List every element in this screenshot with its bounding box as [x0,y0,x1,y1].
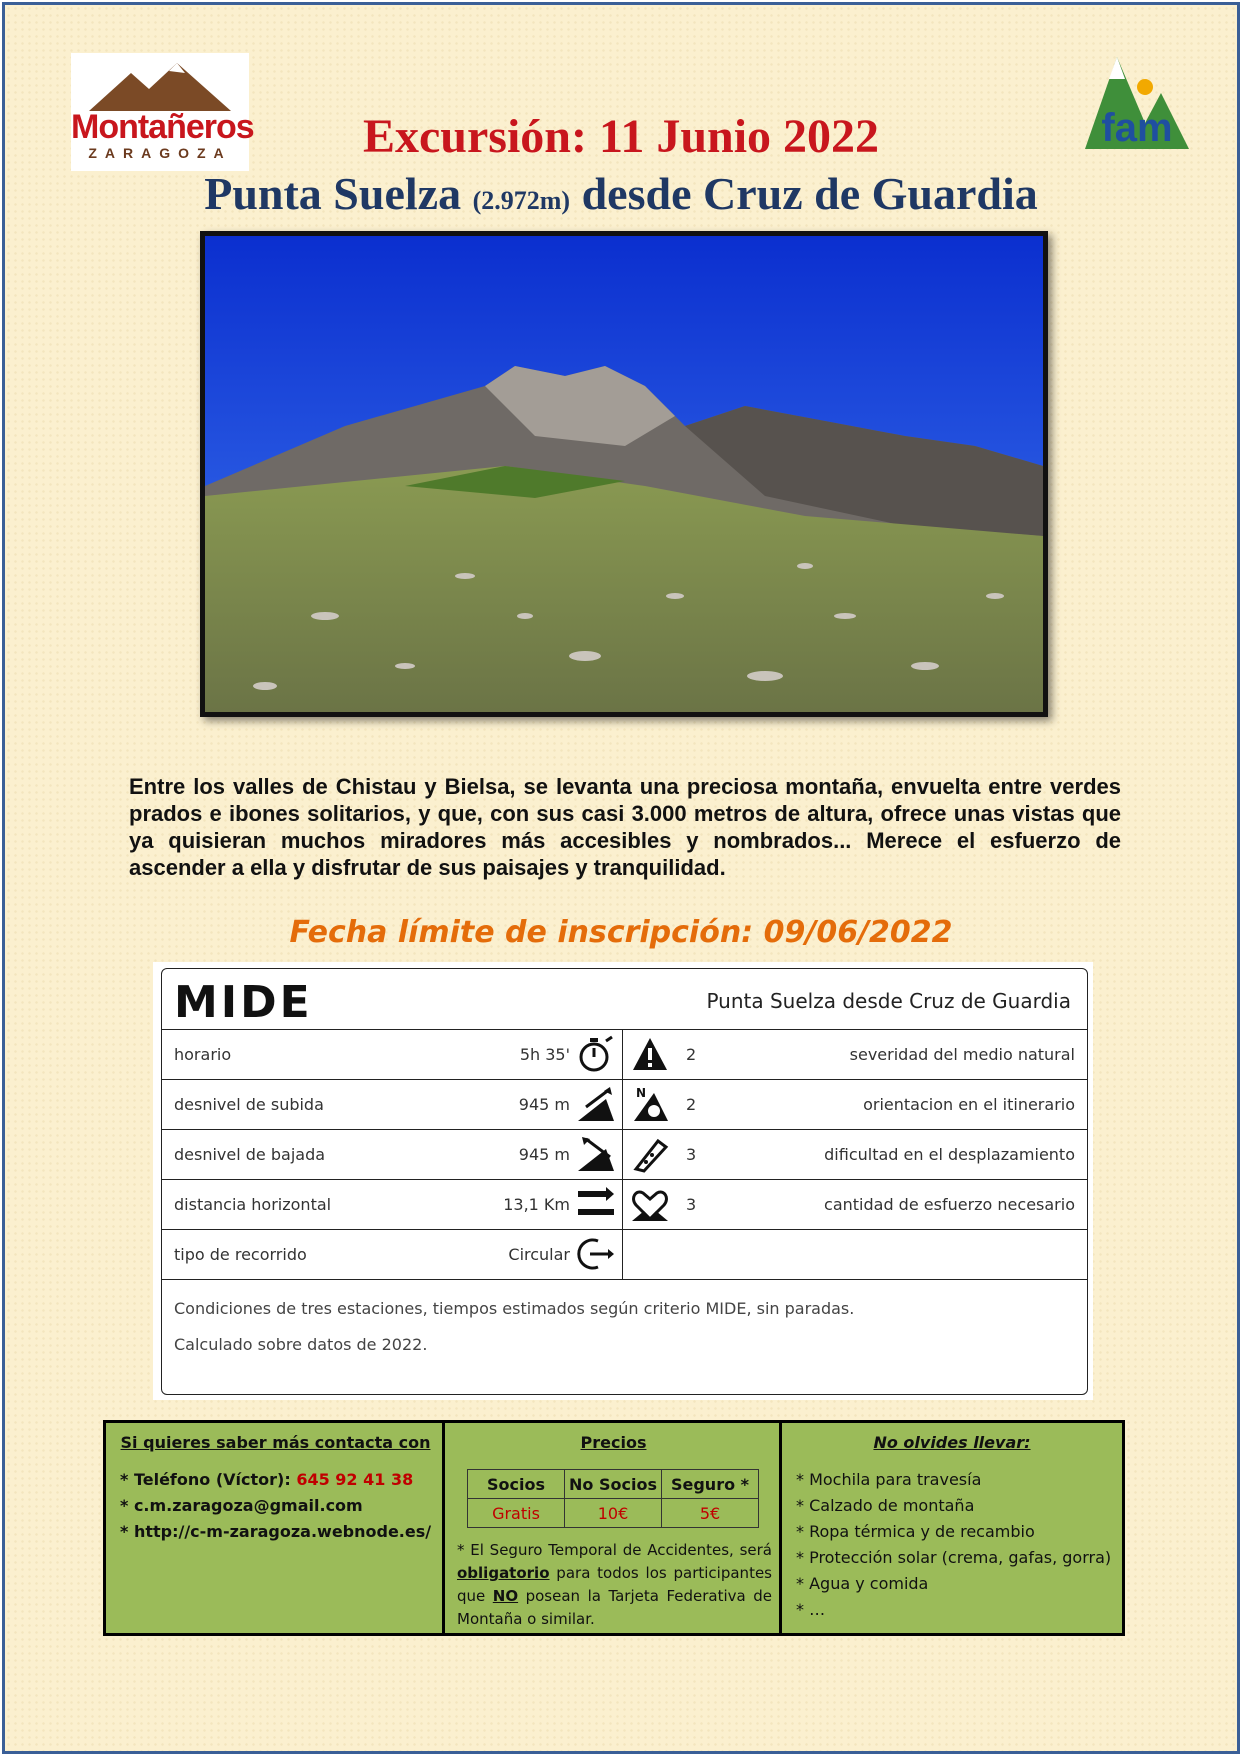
bring-item: * Protección solar (crema, gafas, gorra) [796,1548,1112,1567]
poster-page [2,2,1240,1754]
mide-row-score: 3 [686,1145,697,1164]
ascent-icon [576,1085,616,1123]
mide-row-horario [162,1029,1087,1080]
mide-row-label: horario [174,1045,232,1064]
price-header-seguro: Seguro * [662,1470,759,1499]
descent-icon [576,1135,616,1173]
prices-heading: Precios [580,1433,647,1452]
mide-row-label2: cantidad de esfuerzo necesario [824,1195,1075,1214]
mide-note-data-year: Calculado sobre datos de 2022. [174,1335,428,1354]
route-description: Entre los valles de Chistau y Bielsa, se levanta una preciosa montaña, envuelta entre verdes prados e ibones solitarios, y que, con sus casi 3.000 metros de altura, ofrece unas vistas que ya quisieran muchos miradores más accesibles y nombrados... Merece el esfuerzo de ascender a ella y disfrutar de sus paisajes y tranquilidad. [129,774,1121,880]
mide-row-distancia [162,1179,1087,1230]
warning-icon [630,1035,670,1073]
registration-deadline: Fecha límite de inscripción: 09/06/2022 [289,915,953,950]
mide-row-value: 945 m [518,1145,570,1164]
mide-row-label2: dificultad en el desplazamiento [824,1145,1075,1164]
stopwatch-icon [576,1035,616,1073]
mide-row-value: 945 m [518,1095,570,1114]
price-header-no-socios: No Socios [565,1470,662,1499]
contact-phone [120,1467,431,1493]
subtitle-peak: Punta Suelza [204,168,462,219]
mide-header [162,969,1087,1030]
price-value-no-socios: 10€ [565,1499,662,1528]
subtitle-height: (2.972m) [472,186,571,215]
contact-heading: Si quieres saber más contacta con [120,1433,431,1452]
prices-table [467,1469,759,1528]
page-title: Excursión: 11 Junio 2022 [362,110,880,163]
prices-box [442,1420,785,1636]
fam-logo-text: fam [1101,106,1173,150]
mide-row-bajada [162,1129,1087,1180]
contact-email[interactable]: * c.m.zaragoza@gmail.com [120,1496,363,1515]
bring-heading: No olvides llevar: [873,1433,1031,1452]
mide-note-conditions: Condiciones de tres estaciones, tiempos estimados según criterio MIDE, sin paradas. [174,1299,855,1318]
mountain-logo-icon [71,53,249,113]
mountain-photo [200,231,1048,717]
bring-item: * Agua y comida [796,1574,929,1593]
subtitle-start: desde Cruz de Guardia [581,168,1038,219]
montaneros-logo-name: Montañeros [71,108,254,146]
bring-item: * Mochila para travesía [796,1470,982,1489]
mide-row-score: 2 [686,1045,697,1064]
mide-row-label2: severidad del medio natural [849,1045,1075,1064]
bring-item: * … [796,1600,826,1619]
contact-phone-number[interactable]: 645 92 41 38 [296,1470,414,1489]
mide-card [153,962,1093,1400]
mide-row-subida [162,1079,1087,1130]
mide-row-value: Circular [508,1245,570,1264]
compass-icon [630,1085,670,1123]
contact-box [103,1420,448,1636]
distance-icon [576,1185,616,1223]
boot-icon [630,1135,670,1173]
mide-row-value: 13,1 Km [503,1195,570,1214]
price-header-socios: Socios [468,1470,565,1499]
price-value-seguro: 5€ [662,1499,759,1528]
mide-row-value: 5h 35' [519,1045,570,1064]
montaneros-logo-sub: ZARAGOZA [88,145,232,161]
mide-row-score: 2 [686,1095,697,1114]
mide-logo: MIDE [174,977,313,1028]
mide-row-recorrido [162,1229,1087,1280]
mide-row-score: 3 [686,1195,697,1214]
mide-row-label: distancia horizontal [174,1195,332,1214]
contact-web[interactable]: * http://c-m-zaragoza.webnode.es/ [120,1522,432,1541]
bring-item: * Calzado de montaña [796,1496,975,1515]
bring-item: * Ropa térmica y de recambio [796,1522,1035,1541]
mide-row-label: desnivel de subida [174,1095,324,1114]
circular-route-icon [576,1235,616,1273]
page-subtitle [5,167,1237,220]
bring-box [779,1420,1125,1636]
contact-phone-label: * Teléfono (Víctor): [120,1470,291,1489]
mide-row-label2: orientacion en el itinerario [863,1095,1075,1114]
price-value-socios: Gratis [468,1499,565,1528]
svg-text:N: N [636,1086,647,1100]
insurance-note: * El Seguro Temporal de Accidentes, será obligatorio para todos los participantes que NO posean la Tarjeta Federativa de Montaña o similar. [457,1541,772,1628]
heart-icon [630,1185,670,1223]
mide-row-label: desnivel de bajada [174,1145,326,1164]
mide-row-label: tipo de recorrido [174,1245,307,1264]
mide-route-name: Punta Suelza desde Cruz de Guardia [706,989,1071,1013]
